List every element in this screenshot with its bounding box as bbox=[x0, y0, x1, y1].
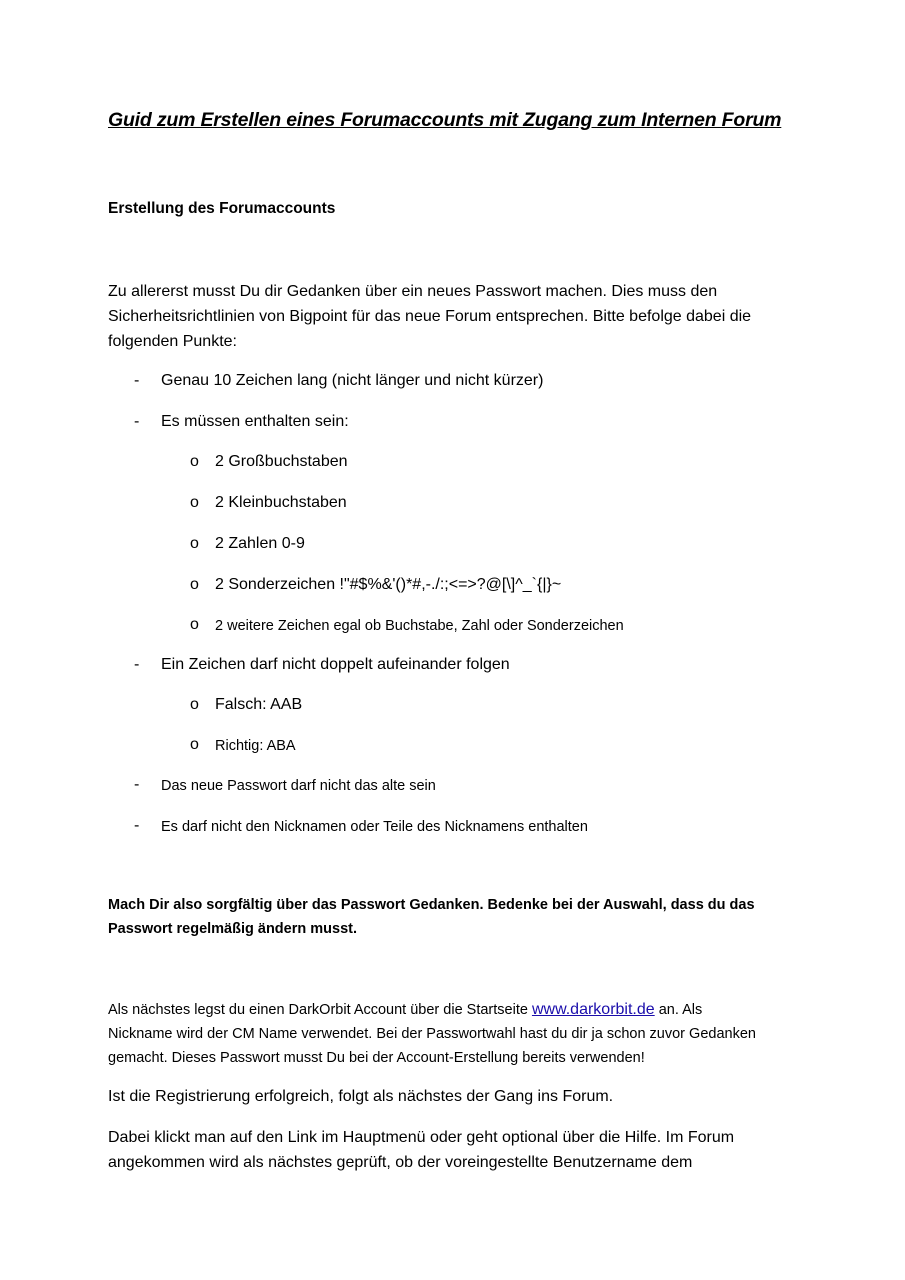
intro-line: folgenden Punkte: bbox=[108, 333, 237, 350]
rule-not-old: Das neue Passwort darf nicht das alte sein bbox=[161, 778, 436, 794]
account-text: an. Als bbox=[654, 1002, 703, 1018]
forum-line: Dabei klickt man auf den Link im Hauptmenü oder geht optional über die Hilfe. Im Forum bbox=[108, 1129, 735, 1146]
bold-note-line: Passwort regelmäßig ändern musst. bbox=[108, 921, 357, 937]
account-paragraph bbox=[108, 998, 808, 1070]
list-dash: - bbox=[134, 372, 140, 389]
intro-paragraph bbox=[108, 279, 808, 354]
intro-line: Sicherheitsrichtlinien von Bigpoint für das neue Forum entsprechen. Bitte befolge dabei die bbox=[108, 308, 752, 325]
list-bullet: o bbox=[190, 696, 199, 713]
account-line: Nickname wird der CM Name verwendet. Bei der Passwortwahl hast du dir ja schon zuvor Gedanken bbox=[108, 1026, 756, 1042]
list-dash: - bbox=[134, 776, 140, 793]
account-line bbox=[108, 998, 808, 1022]
list-bullet: o bbox=[190, 453, 199, 470]
list-bullet: o bbox=[190, 535, 199, 552]
list-bullet: o bbox=[190, 576, 199, 593]
section-heading: Erstellung des Forumaccounts bbox=[108, 200, 336, 217]
list-dash: - bbox=[134, 656, 140, 673]
bold-note-line: Mach Dir also sorgfältig über das Passwort Gedanken. Bedenke bei der Auswahl, dass du das bbox=[108, 897, 755, 913]
list-bullet: o bbox=[190, 494, 199, 511]
intro-line: Zu allererst musst Du dir Gedanken über ein neues Passwort machen. Dies muss den bbox=[108, 283, 718, 300]
rule-length: Genau 10 Zeichen lang (nicht länger und nicht kürzer) bbox=[161, 372, 544, 389]
list-dash: - bbox=[134, 413, 140, 430]
bold-note bbox=[108, 893, 808, 941]
list-bullet: o bbox=[190, 616, 199, 633]
forum-line: angekommen wird als nächstes geprüft, ob der voreingestellte Benutzername dem bbox=[108, 1154, 693, 1171]
account-text: Als nächstes legst du einen DarkOrbit Account über die Startseite bbox=[108, 1002, 532, 1018]
rule-sub-item: Falsch: AAB bbox=[215, 696, 303, 713]
registration-line: Ist die Registrierung erfolgreich, folgt als nächstes der Gang ins Forum. bbox=[108, 1088, 614, 1105]
rule-sub-item: 2 weitere Zeichen egal ob Buchstabe, Zahl oder Sonderzeichen bbox=[215, 618, 624, 634]
rule-sub-item: 2 Zahlen 0-9 bbox=[215, 535, 305, 552]
rule-no-nickname: Es darf nicht den Nicknamen oder Teile des Nicknamens enthalten bbox=[161, 819, 588, 835]
rule-sub-item: 2 Großbuchstaben bbox=[215, 453, 348, 470]
darkorbit-link[interactable]: www.darkorbit.de bbox=[531, 1001, 655, 1018]
list-dash: - bbox=[134, 817, 140, 834]
list-bullet: o bbox=[190, 736, 199, 753]
forum-paragraph bbox=[108, 1125, 808, 1175]
rule-sub-item: Richtig: ABA bbox=[215, 738, 296, 754]
rule-sub-item: 2 Sonderzeichen !"#$%&'()*#,-./:;<=>?@[\]^_`{|}~ bbox=[215, 576, 562, 593]
rule-no-repeat: Ein Zeichen darf nicht doppelt aufeinander folgen bbox=[161, 656, 510, 673]
rule-contains: Es müssen enthalten sein: bbox=[161, 413, 349, 430]
rule-sub-item: 2 Kleinbuchstaben bbox=[215, 494, 347, 511]
account-line: gemacht. Dieses Passwort musst Du bei der Account-Erstellung bereits verwenden! bbox=[108, 1050, 645, 1066]
document-title: Guid zum Erstellen eines Forumaccounts mit Zugang zum Internen Forum bbox=[108, 109, 782, 131]
